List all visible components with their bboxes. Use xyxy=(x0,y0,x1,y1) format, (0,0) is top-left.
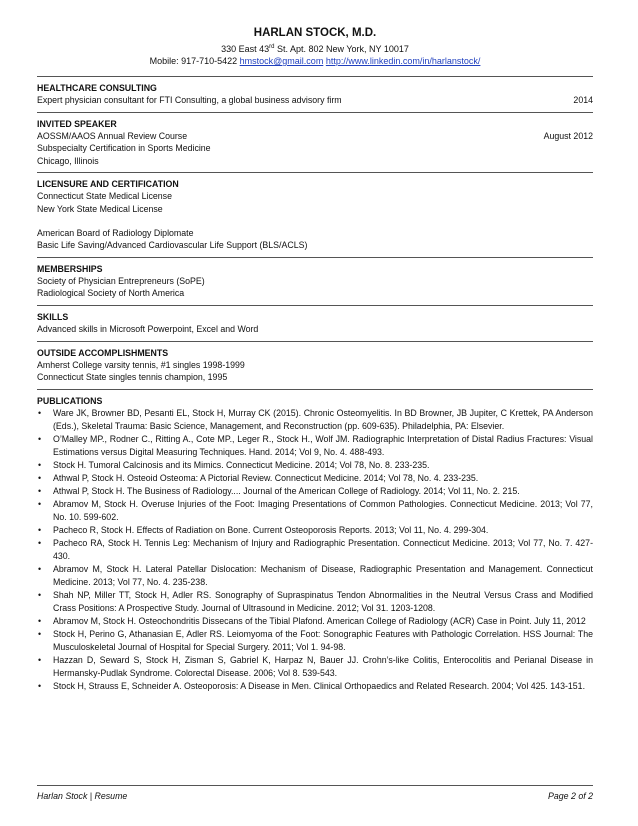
email-link[interactable]: hmstock@gmail.com xyxy=(239,56,324,66)
bullet-icon: • xyxy=(38,615,42,626)
bullet-icon: • xyxy=(38,459,42,470)
page-footer xyxy=(37,785,593,801)
consulting-line: Expert physician consultant for FTI Consulting, a global business advisory firm xyxy=(37,95,342,105)
list-item: Society of Physician Entrepreneurs (SoPE) xyxy=(37,275,205,286)
candidate-name: HARLAN STOCK, M.D. xyxy=(253,27,377,39)
footer-title: Harlan Stock | Resume xyxy=(37,791,128,801)
publication-item: • Stock H, Strauss E, Schneider A. Osteoporosis: A Disease in Men. Clinical Orthopaedics and Related Research. 2004; Vol 425. 143-151. xyxy=(38,680,586,691)
bullet-icon: • xyxy=(38,680,42,691)
section-speaker xyxy=(37,112,593,168)
bullet-icon: • xyxy=(38,472,42,483)
speaker-line: Subspecialty Certification in Sports Medicine xyxy=(37,143,211,154)
section-title: SKILLS xyxy=(37,311,69,322)
list-item: Amherst College varsity tennis, #1 singles 1998-1999 xyxy=(37,359,245,370)
bullet-icon: • xyxy=(38,407,42,418)
bullet-icon: • xyxy=(38,537,42,548)
section-title: OUTSIDE ACCOMPLISHMENTS xyxy=(37,347,169,358)
consulting-year: 2014 xyxy=(573,95,593,105)
bullet-icon: • xyxy=(38,498,42,509)
publication-item: • Stock H. Tumoral Calcinosis and its Mimics. Connecticut Medicine. 2014; Vol 78, No. 8. 233-235. xyxy=(38,459,430,470)
list-item: New York State Medical License xyxy=(37,203,163,214)
bullet-icon: • xyxy=(38,485,42,496)
publication-item: • Hazzan D, Seward S, Stock H, Zisman S, Gabriel K, Harpaz N, Bauer JJ. Crohn’s-like Colitis, Enterocolitis and Perianal Disease in Hermansky-Pudlak Syndrome. Colorectal Disease. 2006; Vol 8. 539-543. xyxy=(38,654,593,678)
bullet-icon: • xyxy=(38,524,42,535)
bullet-icon: • xyxy=(38,563,42,574)
bullet-icon: • xyxy=(38,589,42,600)
publication-item: • Pacheco RA, Stock H. Tennis Leg: Mechanism of Injury and Radiographic Presentation. Connecticut Medicine. 2013; Vol 77, No. 7. 427-430. xyxy=(38,537,593,561)
section-publications xyxy=(37,389,593,693)
publication-item: • Athwal P, Stock H. Osteoid Osteoma: A Pictorial Review. Connecticut Medicine. 2014; Vol 78, No. 4. 233-235. xyxy=(38,472,479,483)
page-number: Page 2 of 2 xyxy=(548,791,593,801)
section-title: INVITED SPEAKER xyxy=(37,118,117,129)
resume-page xyxy=(37,0,593,693)
section-licensure xyxy=(37,172,593,251)
list-item: American Board of Radiology Diplomate xyxy=(37,227,194,238)
list-item: Radiological Society of North America xyxy=(37,288,185,299)
publication-item: • Athwal P, Stock H. The Business of Radiology.... Journal of the American College of Radiology. 2014; Vol 11, No. 2. 215. xyxy=(38,485,520,496)
publication-item: • Abramov M, Stock H. Overuse Injuries of the Foot: Imaging Presentations of Common Pathologies. Connecticut Medicine. 2013; Vol 77, No. 10. 599-602. xyxy=(38,498,593,522)
publication-item: • Abramov M, Stock H. Osteochondritis Dissecans of the Tibial Plafond. American College of Radiology (ACR) Case in Point. July 11, 2012 xyxy=(38,615,586,626)
section-accomplishments xyxy=(37,341,593,384)
section-consulting xyxy=(37,76,593,107)
section-title: MEMBERSHIPS xyxy=(37,263,103,274)
publication-item: • Pacheco R, Stock H. Effects of Radiation on Bone. Current Osteoporosis Reports. 2013; Vol 11, No. 4. 299-304. xyxy=(38,524,489,535)
speaker-date: August 2012 xyxy=(543,130,593,141)
list-item: Advanced skills in Microsoft Powerpoint, Excel and Word xyxy=(37,323,259,334)
linkedin-link[interactable]: http://www.linkedin.com/in/harlanstock/ xyxy=(325,56,481,66)
list-item: Connecticut State singles tennis champion, 1995 xyxy=(37,372,228,383)
publication-item: • Ware JK, Browner BD, Pesanti EL, Stock H, Murray CK (2015). Chronic Osteomyelitis. In BD Browner, JB Jupiter, C Krettek, PA Anderson (Eds.), Skeletal Trauma: Basic Science, Management, and Reconstruction (pp. 609-635). Philadelphia, PA: Elsevier. xyxy=(38,407,593,431)
section-memberships xyxy=(37,257,593,300)
publication-item: • Abramov M, Stock H. Lateral Patellar Dislocation: Mechanism of Disease, Radiographic Presentation and Management. Connecticut Medicine. 2013; Vol 77, No. 4. 235-238. xyxy=(38,563,593,587)
list-item: Basic Life Saving/Advanced Cardiovascular Life Support (BLS/ACLS) xyxy=(37,240,308,251)
resume-header xyxy=(37,27,593,66)
section-skills xyxy=(37,305,593,336)
bullet-icon: • xyxy=(38,654,42,665)
publication-item: • Stock H, Perino G, Athanasian E, Adler RS. Leiomyoma of the Foot: Sonographic Features with Pathologic Correlation. HSS Journal: The Musculoskeletal Journal of Hospital for Special Surgery. 2011; Vol 1. 94-98. xyxy=(38,628,593,652)
bullet-icon: • xyxy=(38,628,42,639)
contact-line xyxy=(37,56,593,66)
speaker-line: AOSSM/AAOS Annual Review Course xyxy=(37,130,188,141)
speaker-location: Chicago, Illinois xyxy=(37,155,99,166)
section-title: PUBLICATIONS xyxy=(37,395,103,406)
section-title: HEALTHCARE CONSULTING xyxy=(37,83,157,93)
publication-item: • O’Malley MP., Rodner C., Ritting A., Cote MP., Leger R., Stock H., Wolf JM. Radiographic Interpretation of Distal Radius Fractures: Visual Estimations versus Digital Measuring Techniques. Hand. 2014; Vol 9, No. 4. 488-493. xyxy=(38,433,593,457)
publication-list xyxy=(37,407,593,693)
address: 330 East 43rd St. Apt. 802 New York, NY 10017 xyxy=(221,44,409,54)
list-item: Connecticut State Medical License xyxy=(37,191,172,202)
section-title: LICENSURE AND CERTIFICATION xyxy=(37,179,179,190)
bullet-icon: • xyxy=(38,433,42,444)
publication-item: • Shah NP, Miller TT, Stock H, Adler RS. Sonography of Supraspinatus Tendon Abnormalities in the Neutral Versus Crass and Modified Crass Positions: A Prospective Study. Journal of Ultrasound in Medicine. 2012; Vol 31. 1203-1208. xyxy=(38,589,593,613)
mobile-number: Mobile: 917-710-5422 xyxy=(149,56,240,66)
